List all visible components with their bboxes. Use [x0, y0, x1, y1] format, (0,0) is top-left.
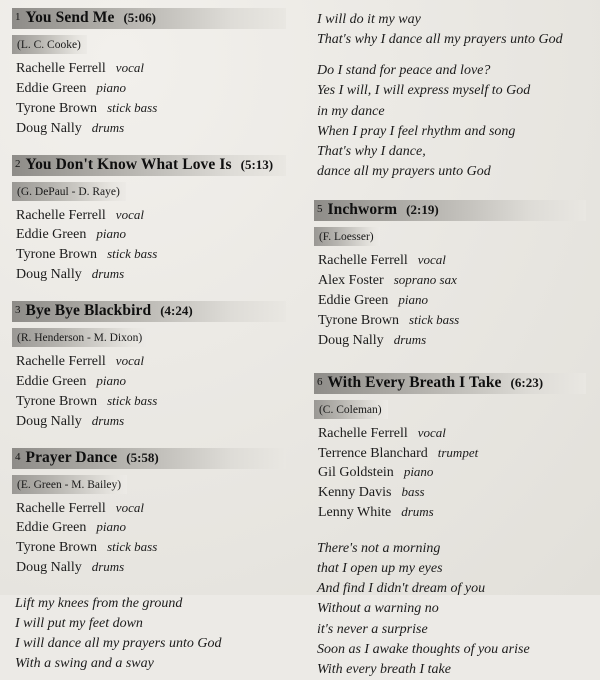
credit-row: [318, 271, 586, 291]
credit-row: [16, 392, 286, 412]
credit-row: [318, 503, 586, 523]
credit-role: vocal: [115, 499, 144, 515]
credit-row: [16, 538, 286, 558]
credit-name: Doug Nally: [16, 560, 82, 576]
credits-list: [314, 424, 586, 523]
credit-row: [16, 412, 286, 432]
lyric-line: it's never a surprise: [316, 621, 428, 637]
credits-list: [12, 59, 286, 139]
track-title: With Every Breath I Take: [327, 373, 502, 391]
credit-row: [16, 99, 286, 119]
credit-name: Gil Goldstein: [317, 465, 394, 481]
track-entry: [12, 8, 286, 139]
track-writer-bar: [314, 400, 388, 419]
track-duration: (5:58): [126, 449, 159, 465]
right-column: [308, 8, 586, 677]
track-number: 6: [316, 375, 323, 388]
lyrics-block-bottom: [314, 539, 586, 680]
credit-name: Doug Nally: [16, 413, 82, 429]
lyric-line: Yes I will, I will express myself to God: [316, 83, 531, 99]
credit-role: piano: [96, 372, 126, 388]
track-writer-bar: [12, 475, 127, 494]
track-writers: (G. DePaul - D. Raye): [17, 185, 120, 198]
track-duration: (5:06): [123, 10, 156, 25]
two-column-layout: [12, 8, 586, 677]
lyric-line: I will do it my way: [316, 12, 421, 27]
track-duration: (4:24): [160, 303, 193, 318]
credit-row: [16, 372, 286, 392]
track-entry: [12, 155, 286, 286]
credits-list: [12, 206, 286, 286]
track-header: [314, 200, 586, 221]
credit-row: [318, 424, 586, 444]
credit-name: Eddie Green: [317, 293, 389, 308]
credit-name: Tyrone Brown: [16, 540, 98, 556]
track-writers: (L. C. Cooke): [17, 39, 81, 51]
credit-role: piano: [403, 464, 434, 480]
credit-role: stick bass: [107, 99, 158, 115]
track-title: Bye Bye Blackbird: [25, 302, 152, 319]
track-writers: (R. Henderson - M. Dixon): [17, 332, 143, 344]
credits-list: [12, 352, 286, 432]
track-writer-bar: [12, 182, 126, 201]
credit-row: [318, 251, 586, 271]
credit-role: drums: [91, 559, 125, 575]
lyric-line: that I open up my eyes: [316, 561, 443, 577]
credit-name: Tyrone Brown: [16, 393, 98, 409]
credit-role: stick bass: [107, 392, 158, 408]
credit-name: Doug Nally: [16, 120, 82, 136]
track-writers: (F. Loesser): [318, 231, 374, 244]
credit-role: trumpet: [437, 444, 479, 460]
credit-name: Doug Nally: [16, 267, 82, 283]
track-number: 3: [15, 304, 21, 316]
lyric-line: There's not a morning: [316, 541, 441, 556]
credits-list: [314, 251, 586, 350]
lyric-line: And find I didn't dream of you: [316, 581, 486, 597]
credit-name: Rachelle Ferrell: [317, 425, 408, 441]
credit-role: vocal: [417, 252, 446, 268]
credit-row: [16, 518, 286, 538]
credit-role: vocal: [115, 206, 144, 222]
credit-name: Rachelle Ferrell: [317, 253, 408, 269]
credits-list: [12, 499, 286, 579]
track-writer-bar: [12, 35, 87, 54]
track-number: 2: [15, 157, 21, 170]
track-number: 5: [316, 203, 323, 216]
credit-role: stick bass: [107, 539, 158, 555]
track-title: Inchworm: [327, 201, 398, 219]
track-number: 1: [15, 11, 21, 23]
credit-role: bass: [401, 484, 425, 500]
credit-role: drums: [91, 119, 125, 135]
credit-role: piano: [96, 519, 126, 535]
credit-role: drums: [393, 331, 427, 347]
credit-row: [16, 119, 286, 139]
section-spacer: [314, 182, 586, 200]
lyric-stanza-gap: [317, 50, 586, 61]
credit-role: vocal: [417, 424, 446, 440]
lyric-line: in my dance: [316, 103, 385, 119]
credit-role: vocal: [115, 60, 144, 75]
lyric-line: I will put my feet down: [15, 616, 143, 632]
credit-name: Tyrone Brown: [16, 247, 98, 263]
lyric-line: Lift my knees from the ground: [15, 596, 183, 611]
track-writer-bar: [12, 328, 148, 347]
lyric-line: Soon as I awake thoughts of you arise: [316, 641, 530, 657]
track-header: [314, 373, 586, 394]
track-duration: (5:13): [240, 156, 274, 172]
track-writers: (E. Green - M. Bailey): [17, 478, 122, 491]
track-writers: (C. Coleman): [318, 403, 382, 416]
credit-role: piano: [96, 226, 126, 242]
track-duration: (6:23): [510, 374, 544, 390]
credit-role: vocal: [115, 353, 144, 368]
credit-name: Rachelle Ferrell: [16, 61, 106, 76]
lyrics-block: [12, 594, 286, 675]
lyric-line: That's why I dance all my prayers unto God: [316, 32, 563, 48]
credit-name: Eddie Green: [16, 227, 87, 243]
lyric-line: That's why I dance,: [316, 143, 426, 159]
credit-role: soprano sax: [393, 272, 457, 288]
lyric-line: I will dance all my prayers unto God: [15, 636, 222, 652]
credit-name: Alex Foster: [317, 273, 384, 289]
credit-name: Lenny White: [317, 505, 392, 521]
credit-row: [318, 331, 586, 351]
track-writer-bar: [314, 227, 380, 246]
track-entry: [12, 301, 286, 432]
credit-name: Tyrone Brown: [317, 312, 400, 328]
credit-row: [318, 311, 586, 331]
credit-name: Terrence Blanchard: [317, 445, 428, 461]
credit-role: drums: [91, 266, 125, 282]
track-entry: [314, 200, 586, 350]
track-entry: [314, 373, 586, 523]
credit-role: drums: [91, 412, 125, 428]
credit-role: drums: [401, 504, 434, 520]
credit-role: piano: [398, 292, 428, 307]
lyric-line: With every breath I take: [316, 661, 451, 677]
track-number: 4: [15, 450, 21, 463]
credit-role: piano: [96, 79, 126, 95]
left-column: [12, 8, 290, 672]
lyric-line: Without a warning no: [316, 601, 439, 617]
credit-row: [16, 245, 286, 265]
credit-role: stick bass: [409, 311, 460, 327]
track-header: [12, 8, 286, 29]
credit-name: Doug Nally: [317, 332, 384, 348]
lyric-line: dance all my prayers unto God: [316, 164, 491, 180]
credit-row: [16, 499, 286, 519]
credit-row: [16, 79, 286, 99]
credit-row: [318, 444, 586, 464]
credit-row: [16, 59, 286, 79]
credit-row: [318, 291, 586, 311]
lyric-line: Do I stand for peace and love?: [316, 63, 491, 79]
track-header: [12, 301, 286, 322]
credit-name: Rachelle Ferrell: [16, 500, 106, 516]
credit-name: Eddie Green: [16, 373, 87, 389]
credit-row: [16, 265, 286, 285]
track-entry: [12, 448, 286, 579]
track-header: [12, 155, 286, 176]
credit-row: [16, 558, 286, 578]
track-title: You Send Me: [25, 9, 115, 26]
credit-row: [318, 483, 586, 503]
track-header: [12, 448, 286, 469]
lyric-line: With a swing and a sway: [15, 656, 154, 672]
credit-name: Rachelle Ferrell: [16, 207, 106, 223]
track-duration: (2:19): [406, 202, 439, 218]
credit-name: Tyrone Brown: [16, 100, 98, 116]
credit-name: Rachelle Ferrell: [16, 354, 106, 369]
credit-name: Eddie Green: [16, 520, 87, 536]
credit-name: Eddie Green: [16, 80, 87, 96]
lyric-line: When I pray I feel rhythm and song: [316, 123, 516, 139]
credit-row: [16, 225, 286, 245]
credit-row: [16, 352, 286, 372]
credit-role: stick bass: [107, 246, 158, 262]
credit-row: [318, 463, 586, 483]
track-title: You Don't Know What Love Is: [25, 155, 232, 173]
credit-row: [16, 206, 286, 226]
track-title: Prayer Dance: [25, 448, 118, 466]
lyrics-block-continued: [314, 10, 586, 182]
credit-name: Kenny Davis: [317, 485, 392, 501]
